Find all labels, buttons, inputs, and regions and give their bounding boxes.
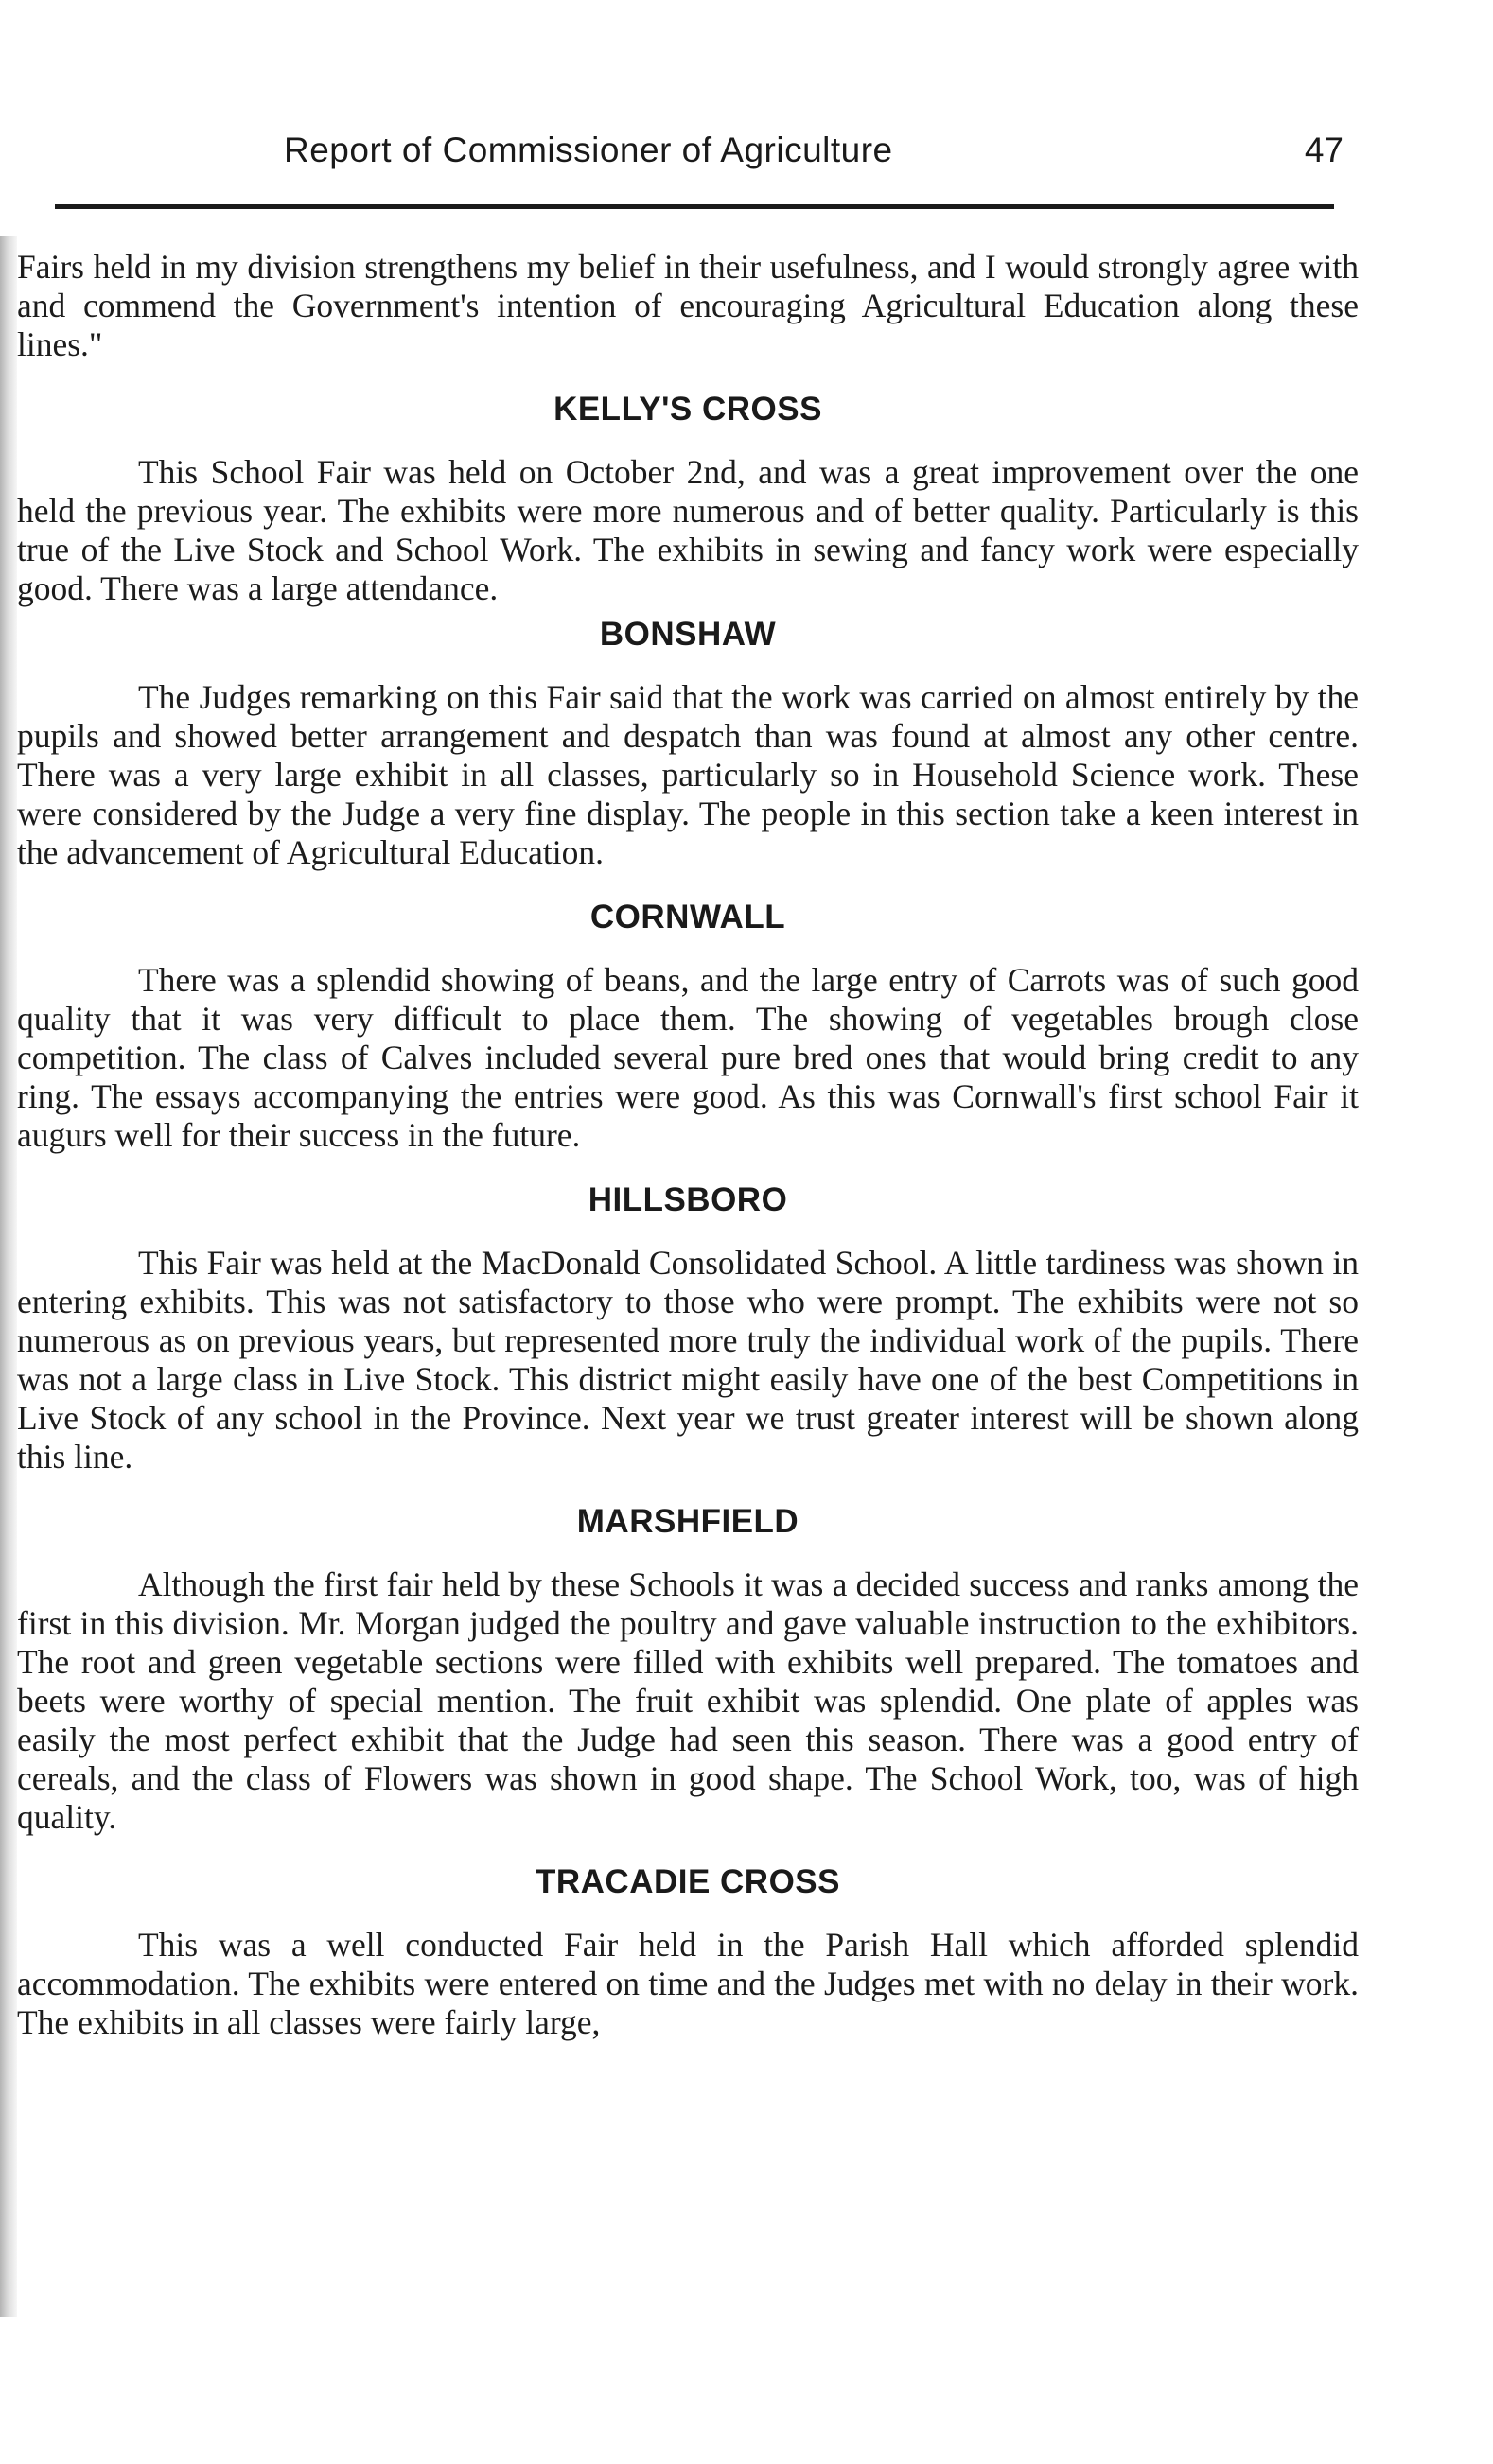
section-paragraph	[17, 1244, 1359, 1477]
page-number: 47	[1304, 131, 1344, 169]
section-heading: BONSHAW	[599, 616, 777, 653]
section-paragraph	[17, 1565, 1359, 1837]
running-title: Report of Commissioner of Agriculture	[284, 131, 893, 169]
section-hillsboro	[17, 1181, 1359, 1477]
header-rule	[55, 204, 1334, 209]
section-kellys-cross	[17, 391, 1359, 608]
section-cornwall	[17, 899, 1359, 1155]
section-heading: KELLY'S CROSS	[553, 391, 822, 428]
section-paragraph	[17, 678, 1359, 872]
paragraph-text: This Fair was held at the MacDonald Consolidated School. A little tardiness was shown in entering exhibits. This was not satisfactory to those who were prompt. The exhibits were not so numerous as on previous years, but represented more truly the individual work of the pupils. There was not a large class in Live Stock. This district might easily have one of the best Competitions in Live Stock of any school in the Province. Next year we trust greater interest will be shown along this line.	[17, 1244, 1359, 1476]
section-heading: CORNWALL	[589, 899, 786, 935]
section-heading: MARSHFIELD	[576, 1503, 799, 1540]
page-binding-shadow	[0, 236, 17, 2317]
section-tracadie-cross	[17, 1863, 1359, 2042]
section-heading: HILLSBORO	[588, 1181, 788, 1218]
paragraph-text: Although the first fair held by these Schools it was a decided success and ranks among the first in this division. Mr. Morgan judged the poultry and gave valuable instruction to the exhibitors. The root and green vegetable sections were filled with exhibits well prepared. The tomatoes and beets were worthy of special mention. The fruit exhibit was splendid. One plate of apples was easily the most perfect exhibit that the Judge had seen this season. There was a good entry of cereals, and the class of Flowers was shown in good shape. The School Work, too, was of high quality.	[17, 1565, 1359, 1836]
section-bonshaw	[17, 616, 1359, 872]
report-body	[17, 248, 1359, 2042]
paragraph-text: This School Fair was held on October 2nd, and was a great improvement over the one held the previous year. The exhibits were more numerous and of better quality. Particularly is this true of the Live Stock and School Work. The exhibits in sewing and fancy work were especially good. There was a large attendance.	[17, 453, 1359, 607]
paragraph-text: This was a well conducted Fair held in the Parish Hall which afforded splendid accommodation. The exhibits were entered on time and the Judges met with no delay in their work. The exhibits in all classes were fairly large,	[17, 1926, 1359, 2041]
section-marshfield	[17, 1503, 1359, 1837]
section-paragraph	[17, 961, 1359, 1155]
paragraph-text: Fairs held in my division strengthens my belief in their usefulness, and I would strongly agree with and commend the Government's intention of encouraging Agricultural Education along these lines."	[17, 248, 1359, 363]
paragraph-text: There was a splendid showing of beans, and the large entry of Carrots was of such good quality that it was very difficult to place them. The showing of vegetables brough close competition. The class of Calves included several pure bred ones that would bring credit to any ring. The essays accompanying the entries were good. As this was Cornwall's first school Fair it augurs well for their success in the future.	[17, 961, 1359, 1154]
section-paragraph	[17, 453, 1359, 608]
opening-paragraph	[17, 248, 1359, 364]
section-heading: TRACADIE CROSS	[535, 1863, 841, 1900]
running-header	[284, 131, 1344, 187]
paragraph-text: The Judges remarking on this Fair said that the work was carried on almost entirely by the pupils and showed better arrangement and despatch than was found at almost any other centre. There was a very large exhibit in all classes, particularly so in Household Science work. These were considered by the Judge a very fine display. The people in this section take a keen interest in the advancement of Agricultural Education.	[17, 678, 1359, 871]
section-paragraph	[17, 1926, 1359, 2042]
